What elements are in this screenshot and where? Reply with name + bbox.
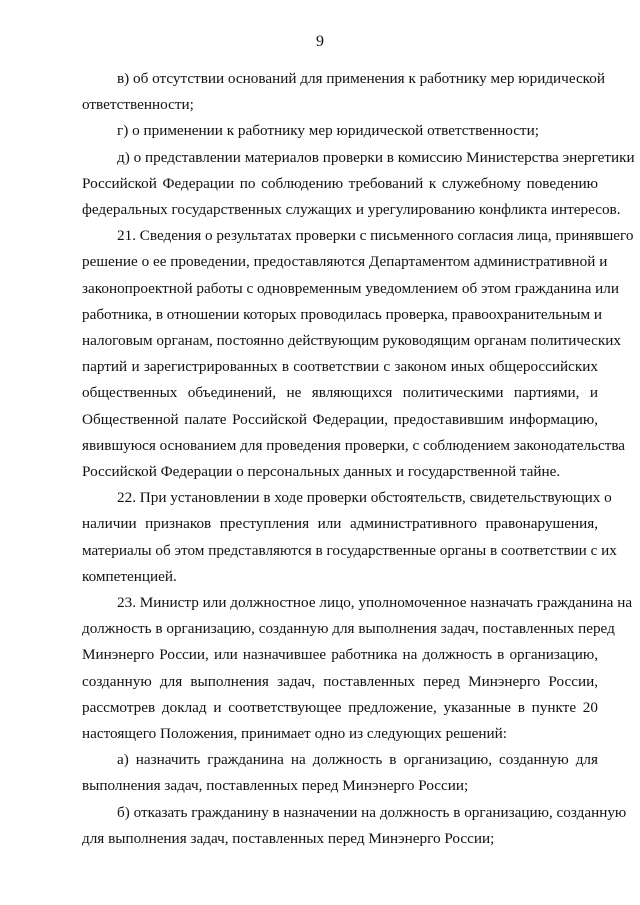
- text-line: ответственности;: [82, 96, 194, 114]
- text-line: выполнения задач, поставленных перед Минэнерго России;: [82, 777, 469, 795]
- text-line: партий и зарегистрированных в соответствии с законом иных общероссийских: [82, 358, 598, 376]
- text-line: общественных объединений, не являющихся политическими партиями, и: [82, 384, 598, 402]
- text-line: материалы об этом представляются в государственные органы в соответствии с их: [82, 541, 617, 559]
- text-line: Общественной палате Российской Федерации, предоставившим информацию,: [82, 410, 598, 428]
- paragraph-p22: [82, 485, 617, 590]
- paragraph-a: [83, 747, 598, 799]
- text-line: 22. При установлении в ходе проверки обстоятельств, свидетельствующих о: [117, 489, 612, 507]
- page-number: 9: [316, 33, 324, 50]
- text-line: законопроектной работы с одновременным уведомлением об этом гражданина или: [82, 279, 619, 297]
- paragraph-p21: [82, 223, 634, 485]
- text-line: г) о применении к работнику мер юридической ответственности;: [117, 122, 539, 140]
- document-body: [82, 66, 635, 852]
- text-line: Минэнерго России, или назначившее работника на должность в организацию,: [82, 646, 598, 664]
- text-line: в) об отсутствии оснований для применения к работнику мер юридической: [117, 70, 606, 87]
- text-line: федеральных государственных служащих и урегулированию конфликта интересов.: [82, 201, 621, 219]
- text-line: б) отказать гражданину в назначении на должность в организацию, созданную: [117, 803, 627, 821]
- text-line: для выполнения задач, поставленных перед Минэнерго России;: [82, 829, 495, 847]
- paragraph-g: [83, 118, 598, 144]
- text-line: Российской Федерации о персональных данных и государственной тайне.: [82, 463, 561, 481]
- text-line: 23. Министр или должностное лицо, уполномоченное назначать гражданина на: [117, 594, 633, 612]
- text-line: настоящего Положения, принимает одно из следующих решений:: [82, 725, 508, 743]
- text-line: должность в организацию, созданную для выполнения задач, поставленных перед: [82, 620, 615, 638]
- text-line: Российской Федерации по соблюдению требований к служебному поведению: [82, 174, 598, 192]
- paragraph-d: [82, 145, 635, 224]
- paragraph-p23: [82, 590, 633, 747]
- text-line: работника, в отношении которых проводилась проверка, правоохранительным и: [82, 305, 603, 323]
- text-line: а) назначить гражданина на должность в организацию, созданную для: [117, 751, 598, 769]
- text-line: д) о представлении материалов проверки в комиссию Министерства энергетики: [117, 148, 635, 166]
- text-line: компетенцией.: [82, 567, 177, 585]
- text-line: решение о ее проведении, предоставляются Департаментом административной и: [82, 253, 608, 271]
- text-line: налоговым органам, постоянно действующим руководящим органам политических: [82, 332, 622, 350]
- paragraph-v: [82, 66, 606, 118]
- text-line: 21. Сведения о результатах проверки с письменного согласия лица, принявшего: [117, 227, 634, 245]
- paragraph-b: [82, 800, 627, 852]
- text-line: явившуюся основанием для проведения проверки, с соблюдением законодательства: [82, 436, 626, 454]
- text-line: рассмотрев доклад и соответствующее предложение, указанные в пункте 20: [82, 698, 598, 716]
- text-line: созданную для выполнения задач, поставленных перед Минэнерго России,: [82, 672, 598, 690]
- text-line: наличии признаков преступления или административного правонарушения,: [82, 515, 598, 533]
